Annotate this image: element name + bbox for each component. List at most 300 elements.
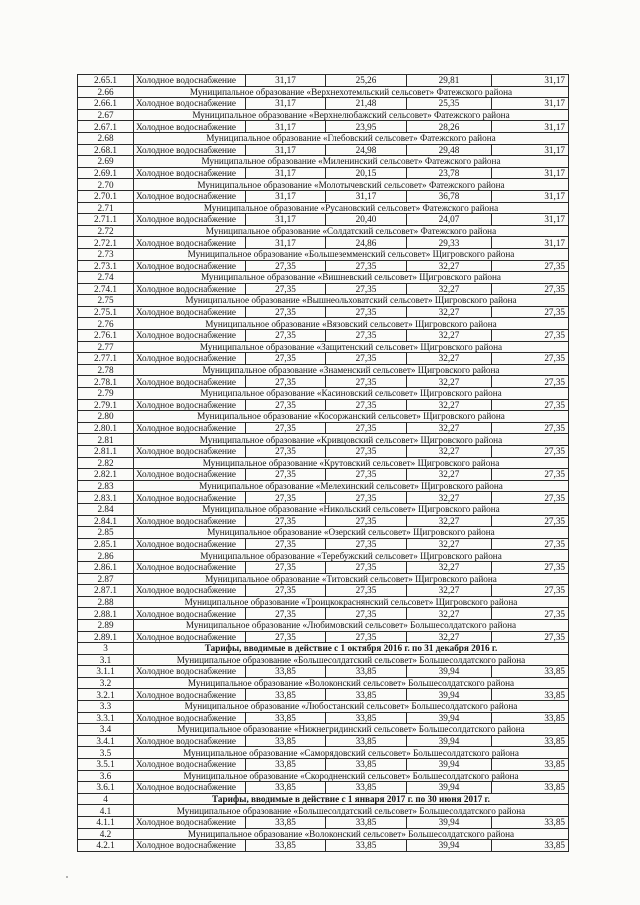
tariff-value-1: 27,35 [246, 631, 326, 643]
tariff-value-2: 33,85 [326, 735, 407, 747]
service-name: Холодное водоснабжение [134, 538, 246, 550]
tariff-value-4: 27,35 [492, 376, 569, 388]
municipality-row [78, 225, 569, 237]
tariff-value-4: 27,35 [492, 330, 569, 342]
row-number: 2.86 [78, 550, 134, 562]
service-name: Холодное водоснабжение [134, 167, 246, 179]
municipality-row [78, 411, 569, 423]
row-number: 2.80 [78, 411, 134, 423]
row-number: 3.3.1 [78, 712, 134, 724]
row-number: 2.84 [78, 503, 134, 515]
municipality-row [78, 341, 569, 353]
row-number: 2.72.1 [78, 237, 134, 249]
row-number: 2.84.1 [78, 515, 134, 527]
tariff-value-4: 27,35 [492, 399, 569, 411]
tariff-value-1: 33,85 [246, 712, 326, 724]
row-number: 2.66.1 [78, 98, 134, 110]
service-name: Холодное водоснабжение [134, 469, 246, 481]
tariff-row [78, 735, 569, 747]
tariff-row [78, 330, 569, 342]
tariff-value-1: 33,85 [246, 666, 326, 678]
tariff-value-1: 33,85 [246, 759, 326, 771]
tariff-value-4: 31,17 [492, 121, 569, 133]
tariff-row [78, 515, 569, 527]
municipality-name: Муниципальное образование «Крутовский сельсовет» Щигровского района [134, 457, 569, 469]
tariff-value-3: 39,94 [407, 782, 492, 794]
municipality-name: Муниципальное образование «Русановский сельсовет» Фатежского района [134, 202, 569, 214]
row-number: 2.80.1 [78, 422, 134, 434]
tariff-value-2: 23,95 [326, 121, 407, 133]
row-number: 3.4 [78, 724, 134, 736]
tariff-row [78, 121, 569, 133]
tariff-value-3: 23,78 [407, 167, 492, 179]
tariff-value-1: 33,85 [246, 840, 326, 852]
tariff-value-3: 39,94 [407, 759, 492, 771]
tariff-row [78, 376, 569, 388]
row-number: 2.82 [78, 457, 134, 469]
tariff-value-4: 27,35 [492, 631, 569, 643]
municipality-name: Муниципальное образование «Скородненский сельсовет» Большесолдатского района [134, 770, 569, 782]
municipality-row [78, 747, 569, 759]
tariff-value-3: 32,27 [407, 422, 492, 434]
tariff-value-4: 33,85 [492, 689, 569, 701]
tariff-value-4: 27,35 [492, 260, 569, 272]
tariff-row [78, 399, 569, 411]
tariff-value-1: 27,35 [246, 608, 326, 620]
tariff-value-2: 27,35 [326, 608, 407, 620]
row-number: 4.1.1 [78, 817, 134, 829]
row-number: 4.1 [78, 805, 134, 817]
tariff-value-2: 27,35 [326, 306, 407, 318]
tariff-value-4: 31,17 [492, 144, 569, 156]
tariff-value-2: 27,35 [326, 561, 407, 573]
tariff-value-1: 31,17 [246, 190, 326, 202]
row-number: 2.89 [78, 619, 134, 631]
row-number: 2.85 [78, 527, 134, 539]
service-name: Холодное водоснабжение [134, 214, 246, 226]
service-name: Холодное водоснабжение [134, 840, 246, 852]
tariff-value-3: 29,33 [407, 237, 492, 249]
tariff-value-1: 27,35 [246, 422, 326, 434]
row-number: 2.79.1 [78, 399, 134, 411]
row-number: 2.73.1 [78, 260, 134, 272]
tariff-row [78, 190, 569, 202]
service-name: Холодное водоснабжение [134, 376, 246, 388]
municipality-row [78, 677, 569, 689]
tariff-row [78, 817, 569, 829]
tariff-value-1: 27,35 [246, 376, 326, 388]
row-number: 2.73 [78, 248, 134, 260]
row-number: 2.76.1 [78, 330, 134, 342]
row-number: 2.74.1 [78, 283, 134, 295]
service-name: Холодное водоснабжение [134, 689, 246, 701]
tariff-value-4: 27,35 [492, 422, 569, 434]
row-number: 2.69 [78, 156, 134, 168]
service-name: Холодное водоснабжение [134, 422, 246, 434]
tariff-value-3: 32,27 [407, 608, 492, 620]
tariff-row [78, 446, 569, 458]
tariff-row [78, 561, 569, 573]
tariff-value-2: 33,85 [326, 840, 407, 852]
row-number: 2.83.1 [78, 492, 134, 504]
service-name: Холодное водоснабжение [134, 260, 246, 272]
row-number: 2.69.1 [78, 167, 134, 179]
municipality-name: Муниципальное образование «Солдатский сельсовет» Фатежского района [134, 225, 569, 237]
tariff-value-3: 24,07 [407, 214, 492, 226]
row-number: 3.3 [78, 701, 134, 713]
row-number: 2.82.1 [78, 469, 134, 481]
municipality-row [78, 109, 569, 121]
service-name: Холодное водоснабжение [134, 330, 246, 342]
tariff-value-1: 33,85 [246, 689, 326, 701]
row-number: 2.75 [78, 295, 134, 307]
tariff-value-1: 27,35 [246, 469, 326, 481]
tariff-value-3: 36,78 [407, 190, 492, 202]
tariff-value-3: 28,26 [407, 121, 492, 133]
tariff-row [78, 759, 569, 771]
municipality-name: Муниципальное образование «Большесолдатский сельсовет» Большесолдатского района [134, 805, 569, 817]
tariff-value-3: 32,27 [407, 515, 492, 527]
municipality-row [78, 295, 569, 307]
tariff-value-2: 27,35 [326, 260, 407, 272]
tariff-value-2: 27,35 [326, 330, 407, 342]
municipality-row [78, 701, 569, 713]
tariff-value-4: 27,35 [492, 561, 569, 573]
row-number: 2.89.1 [78, 631, 134, 643]
tariff-value-1: 27,35 [246, 330, 326, 342]
tariff-value-4: 31,17 [492, 237, 569, 249]
municipality-name: Муниципальное образование «Знаменский сельсовет» Щигровского района [134, 364, 569, 376]
tariff-row [78, 840, 569, 852]
tariff-value-3: 32,27 [407, 399, 492, 411]
municipality-name: Муниципальное образование «Защитенский сельсовет» Щигровского района [134, 341, 569, 353]
row-number: 2.77 [78, 341, 134, 353]
tariff-value-4: 27,35 [492, 608, 569, 620]
row-number: 2.78.1 [78, 376, 134, 388]
service-name: Холодное водоснабжение [134, 666, 246, 678]
tariff-value-3: 32,27 [407, 376, 492, 388]
tariff-value-2: 27,35 [326, 353, 407, 365]
tariff-value-3: 39,94 [407, 735, 492, 747]
tariff-value-1: 27,35 [246, 283, 326, 295]
municipality-name: Муниципальное образование «Верхнелюбажский сельсовет» Фатежского района [134, 109, 569, 121]
service-name: Холодное водоснабжение [134, 190, 246, 202]
tariff-row [78, 631, 569, 643]
tariff-row [78, 712, 569, 724]
tariff-value-2: 27,35 [326, 422, 407, 434]
tariff-value-2: 27,35 [326, 631, 407, 643]
service-name: Холодное водоснабжение [134, 306, 246, 318]
tariff-value-2: 27,35 [326, 585, 407, 597]
tariff-table-body [78, 75, 569, 852]
municipality-name: Муниципальное образование «Мелехинский сельсовет» Щигровского района [134, 480, 569, 492]
tariff-row [78, 492, 569, 504]
service-name: Холодное водоснабжение [134, 735, 246, 747]
tariff-value-1: 27,35 [246, 492, 326, 504]
tariff-row [78, 283, 569, 295]
row-number: 2.87 [78, 573, 134, 585]
tariff-row [78, 353, 569, 365]
tariff-value-4: 33,85 [492, 782, 569, 794]
service-name: Холодное водоснабжение [134, 353, 246, 365]
section-heading: Тарифы, вводимые в действие с 1 января 2017 г. по 30 июня 2017 г. [134, 793, 569, 805]
service-name: Холодное водоснабжение [134, 283, 246, 295]
municipality-row [78, 596, 569, 608]
service-name: Холодное водоснабжение [134, 399, 246, 411]
tariff-value-4: 33,85 [492, 712, 569, 724]
row-number: 3.5.1 [78, 759, 134, 771]
municipality-name: Муниципальное образование «Нижнегридинский сельсовет» Большесолдатского района [134, 724, 569, 736]
tariff-value-2: 24,98 [326, 144, 407, 156]
municipality-name: Муниципальное образование «Миленинский сельсовет» Фатежского района [134, 156, 569, 168]
municipality-name: Муниципальное образование «Вишневский сельсовет» Щигровского района [134, 272, 569, 284]
municipality-row [78, 248, 569, 260]
tariff-value-3: 39,94 [407, 666, 492, 678]
municipality-row [78, 434, 569, 446]
tariff-value-3: 32,27 [407, 538, 492, 550]
tariff-value-3: 32,27 [407, 631, 492, 643]
tariff-value-2: 27,35 [326, 469, 407, 481]
tariff-value-2: 27,35 [326, 492, 407, 504]
tariff-value-2: 33,85 [326, 689, 407, 701]
municipality-row [78, 503, 569, 515]
municipality-name: Муниципальное образование «Кривцовский сельсовет» Щигровского района [134, 434, 569, 446]
tariff-value-2: 21,48 [326, 98, 407, 110]
municipality-name: Муниципальное образование «Большесолдатский сельсовет» Большесолдатского района [134, 654, 569, 666]
row-number: 2.74 [78, 272, 134, 284]
row-number: 2.88.1 [78, 608, 134, 620]
tariff-row [78, 260, 569, 272]
tariff-value-2: 27,35 [326, 399, 407, 411]
row-number: 2.72 [78, 225, 134, 237]
row-number: 2.65.1 [78, 75, 134, 87]
municipality-name: Муниципальное образование «Косоржанский сельсовет» Щигровского района [134, 411, 569, 423]
tariff-row [78, 75, 569, 87]
municipality-name: Муниципальное образование «Троицкокраснянский сельсовет» Щигровского района [134, 596, 569, 608]
row-number: 2.76 [78, 318, 134, 330]
municipality-name: Муниципальное образование «Саморядовский сельсовет» Большесолдатского района [134, 747, 569, 759]
municipality-row [78, 527, 569, 539]
tariff-value-4: 33,85 [492, 817, 569, 829]
tariff-value-1: 31,17 [246, 214, 326, 226]
tariff-value-3: 32,27 [407, 561, 492, 573]
section-heading-row [78, 793, 569, 805]
tariff-value-3: 32,27 [407, 260, 492, 272]
tariff-value-4: 33,85 [492, 840, 569, 852]
row-number: 3.6 [78, 770, 134, 782]
row-number: 2.71 [78, 202, 134, 214]
tariff-row [78, 782, 569, 794]
municipality-row [78, 805, 569, 817]
row-number: 3.1.1 [78, 666, 134, 678]
tariff-value-2: 33,85 [326, 712, 407, 724]
tariff-value-1: 27,35 [246, 538, 326, 550]
municipality-name: Муниципальное образование «Озерский сельсовет» Щигровского района [134, 527, 569, 539]
service-name: Холодное водоснабжение [134, 144, 246, 156]
municipality-name: Муниципальное образование «Волоконский сельсовет» Большесолдатского района [134, 828, 569, 840]
row-number: 2.79 [78, 388, 134, 400]
row-number: 3.4.1 [78, 735, 134, 747]
row-number: 4.2 [78, 828, 134, 840]
municipality-row [78, 724, 569, 736]
tariff-value-4: 27,35 [492, 283, 569, 295]
municipality-row [78, 828, 569, 840]
tariff-value-1: 31,17 [246, 237, 326, 249]
tariff-value-4: 27,35 [492, 515, 569, 527]
row-number: 2.68 [78, 132, 134, 144]
row-number: 2.77.1 [78, 353, 134, 365]
tariff-value-1: 27,35 [246, 515, 326, 527]
service-name: Холодное водоснабжение [134, 561, 246, 573]
row-number: 3.2 [78, 677, 134, 689]
tariff-value-4: 27,35 [492, 446, 569, 458]
tariff-table [77, 74, 569, 852]
row-number: 2.67 [78, 109, 134, 121]
tariff-value-2: 27,35 [326, 446, 407, 458]
row-number: 4.2.1 [78, 840, 134, 852]
tariff-value-4: 27,35 [492, 492, 569, 504]
municipality-row [78, 364, 569, 376]
municipality-row [78, 480, 569, 492]
row-number: 2.75.1 [78, 306, 134, 318]
tariff-row [78, 422, 569, 434]
tariff-row [78, 469, 569, 481]
municipality-name: Муниципальное образование «Вышнеольховатский сельсовет» Щигровского района [134, 295, 569, 307]
tariff-value-3: 32,27 [407, 330, 492, 342]
tariff-value-3: 32,27 [407, 469, 492, 481]
tariff-value-2: 33,85 [326, 782, 407, 794]
tariff-value-4: 31,17 [492, 214, 569, 226]
tariff-value-3: 29,81 [407, 75, 492, 87]
tariff-value-3: 39,94 [407, 712, 492, 724]
tariff-value-4: 31,17 [492, 98, 569, 110]
municipality-name: Муниципальное образование «Любостанский сельсовет» Большесолдатского района [134, 701, 569, 713]
tariff-value-3: 32,27 [407, 283, 492, 295]
tariff-value-3: 32,27 [407, 585, 492, 597]
tariff-value-2: 24,86 [326, 237, 407, 249]
tariff-value-2: 20,40 [326, 214, 407, 226]
tariff-value-3: 32,27 [407, 446, 492, 458]
municipality-name: Муниципальное образование «Вязовский сельсовет» Щигровского района [134, 318, 569, 330]
row-number: 2.66 [78, 86, 134, 98]
tariff-value-1: 27,35 [246, 260, 326, 272]
municipality-name: Муниципальное образование «Глебовский сельсовет» Фатежского района [134, 132, 569, 144]
row-number: 2.67.1 [78, 121, 134, 133]
municipality-name: Муниципальное образование «Большеземменский сельсовет» Щигровского района [134, 248, 569, 260]
row-number: 3 [78, 643, 134, 655]
municipality-row [78, 179, 569, 191]
row-number: 4 [78, 793, 134, 805]
municipality-row [78, 573, 569, 585]
tariff-value-2: 27,35 [326, 283, 407, 295]
tariff-value-4: 33,85 [492, 735, 569, 747]
tariff-value-1: 27,35 [246, 446, 326, 458]
tariff-value-1: 31,17 [246, 121, 326, 133]
row-number: 2.85.1 [78, 538, 134, 550]
tariff-value-2: 27,35 [326, 538, 407, 550]
tariff-value-3: 29,48 [407, 144, 492, 156]
tariff-value-1: 33,85 [246, 817, 326, 829]
tariff-value-4: 27,35 [492, 469, 569, 481]
tariff-value-2: 31,17 [326, 190, 407, 202]
service-name: Холодное водоснабжение [134, 515, 246, 527]
municipality-name: Муниципальное образование «Волоконский сельсовет» Большесолдатского района [134, 677, 569, 689]
row-number: 2.81.1 [78, 446, 134, 458]
tariff-row [78, 689, 569, 701]
municipality-row [78, 86, 569, 98]
tariff-row [78, 144, 569, 156]
row-number: 2.88 [78, 596, 134, 608]
service-name: Холодное водоснабжение [134, 631, 246, 643]
tariff-value-1: 27,35 [246, 561, 326, 573]
tariff-row [78, 167, 569, 179]
tariff-row [78, 585, 569, 597]
municipality-name: Муниципальное образование «Верхнехотемльский сельсовет» Фатежского района [134, 86, 569, 98]
municipality-name: Муниципальное образование «Касиновский сельсовет» Щигровского района [134, 388, 569, 400]
tariff-value-4: 33,85 [492, 759, 569, 771]
tariff-value-1: 27,35 [246, 399, 326, 411]
tariff-value-4: 31,17 [492, 167, 569, 179]
row-number: 2.87.1 [78, 585, 134, 597]
tariff-value-1: 27,35 [246, 353, 326, 365]
tariff-value-2: 27,35 [326, 376, 407, 388]
service-name: Холодное водоснабжение [134, 121, 246, 133]
service-name: Холодное водоснабжение [134, 782, 246, 794]
section-heading-row [78, 643, 569, 655]
tariff-value-2: 33,85 [326, 817, 407, 829]
section-heading: Тарифы, вводимые в действие с 1 октября 2016 г. по 31 декабря 2016 г. [134, 643, 569, 655]
row-number: 2.83 [78, 480, 134, 492]
service-name: Холодное водоснабжение [134, 98, 246, 110]
row-number: 2.86.1 [78, 561, 134, 573]
service-name: Холодное водоснабжение [134, 446, 246, 458]
tariff-value-3: 39,94 [407, 840, 492, 852]
row-number: 3.2.1 [78, 689, 134, 701]
tariff-value-4: 27,35 [492, 353, 569, 365]
municipality-row [78, 202, 569, 214]
municipality-row [78, 654, 569, 666]
service-name: Холодное водоснабжение [134, 585, 246, 597]
tariff-value-4: 27,35 [492, 585, 569, 597]
tariff-value-2: 25,26 [326, 75, 407, 87]
municipality-row [78, 156, 569, 168]
municipality-row [78, 272, 569, 284]
municipality-row [78, 318, 569, 330]
tariff-value-2: 33,85 [326, 666, 407, 678]
tariff-value-3: 32,27 [407, 353, 492, 365]
row-number: 3.5 [78, 747, 134, 759]
tariff-value-1: 31,17 [246, 98, 326, 110]
tariff-row [78, 237, 569, 249]
service-name: Холодное водоснабжение [134, 237, 246, 249]
municipality-row [78, 550, 569, 562]
tariff-value-3: 32,27 [407, 492, 492, 504]
tariff-row [78, 98, 569, 110]
row-number: 2.70 [78, 179, 134, 191]
tariff-row [78, 214, 569, 226]
tariff-value-1: 27,35 [246, 306, 326, 318]
row-number: 3.1 [78, 654, 134, 666]
tariff-row [78, 538, 569, 550]
row-number: 2.71.1 [78, 214, 134, 226]
municipality-row [78, 457, 569, 469]
tariff-value-4: 33,85 [492, 666, 569, 678]
municipality-row [78, 132, 569, 144]
municipality-name: Муниципальное образование «Теребужский сельсовет» Щигровского района [134, 550, 569, 562]
municipality-name: Муниципальное образование «Титовский сельсовет» Щигровского района [134, 573, 569, 585]
tariff-value-3: 39,94 [407, 689, 492, 701]
tariff-value-1: 31,17 [246, 75, 326, 87]
